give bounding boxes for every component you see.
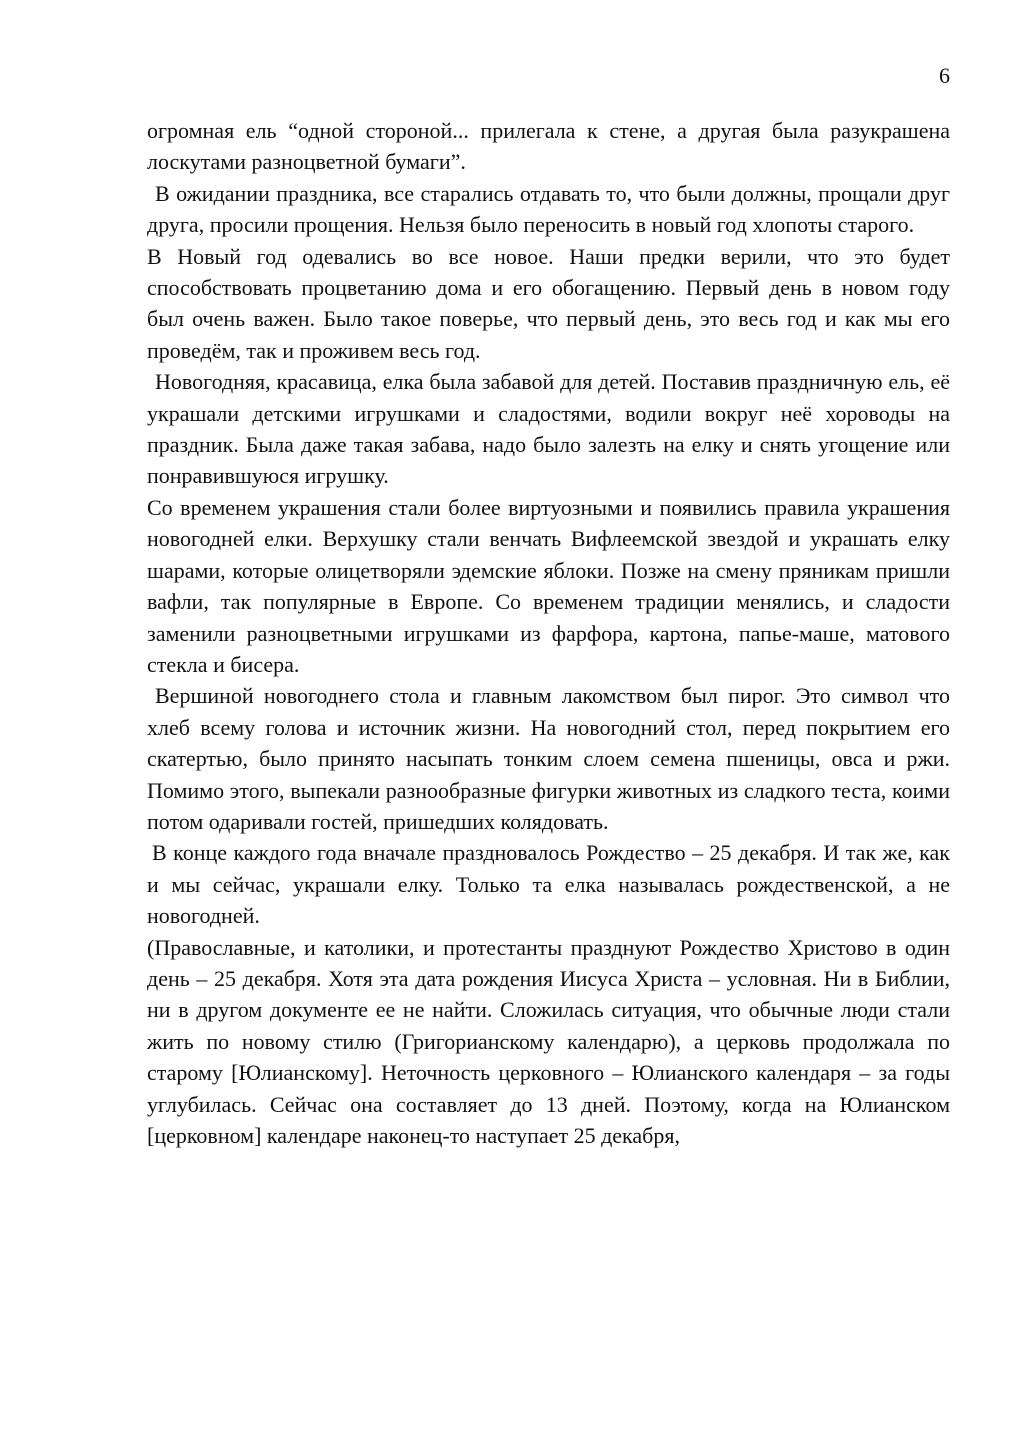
paragraph-7: В конце каждого года вначале праздновалось Рождество – 25 декабря. И так же, как и мы сейчас, украшали елку. Только та елка называлась рождественской, а не новогодней. [147,840,950,929]
paragraph-3: В Новый год одевались во все новое. Наши предки верили, что это будет способствовать процветанию дома и его обогащению. Первый день в новом году был очень важен. Было такое поверье, что первый день, это весь год и как мы его проведём, так и проживем весь год. [147,243,950,363]
paragraph-2: В ожидании праздника, все старались отдавать то, что были должны, прощали друг друга, просили прощения. Нельзя было переносить в новый год хлопоты старого. [147,180,950,238]
paragraph-4: Новогодняя, красавица, елка была забавой для детей. Поставив праздничную ель, её украшали детскими игрушками и сладостями, водили вокруг неё хороводы на праздник. Была даже такая забава, надо было залезть на елку и снять угощение или понравившуюся игрушку. [147,369,950,489]
paragraph-1: огромная ель “одной стороной... прилегала к стене, а другая была разукрашена лоскутами разноцветной бумаги”. [147,118,950,175]
document-body [147,115,950,1151]
paragraph-6: Вершиной новогоднего стола и главным лакомством был пирог. Это символ что хлеб всему голова и источник жизни. На новогодний стол, перед покрытием его скатертью, было принято насыпать тонким слоем семена пшеницы, овса и ржи. Помимо этого, выпекали разнообразные фигурки животных из сладкого теста, коими потом одаривали гостей, пришедших колядовать. [147,683,950,834]
page-number: 6 [939,63,950,88]
paragraph-5: Со временем украшения стали более виртуозными и появились правила украшения новогодней елки. Верхушку стали венчать Вифлеемской звездой и украшать елку шарами, которые олицетворяли эдемские яблоки. Позже на смену пряникам пришли вафли, так популярные в Европе. Со временем традиции менялись, и сладости заменили разноцветными игрушками из фарфора, картона, папье-маше, матового стекла и бисера. [147,494,950,677]
paragraph-8: (Православные, и католики, и протестанты празднуют Рождество Христово в один день – 25 декабря. Хотя эта дата рождения Иисуса Христа – условная. Ни в Библии, ни в другом документе ее не найти. Сложилась ситуация, что обычные люди стали жить по новому стилю (Григорианскому календарю), а церковь продолжала по старому [Юлианскому]. Неточность церковного – Юлианского календаря – за годы углубилась. Сейчас она составляет до 13 дней. Поэтому, когда на Юлианском [церковном] календаре наконец-то наступает 25 декабря, [147,934,950,1148]
